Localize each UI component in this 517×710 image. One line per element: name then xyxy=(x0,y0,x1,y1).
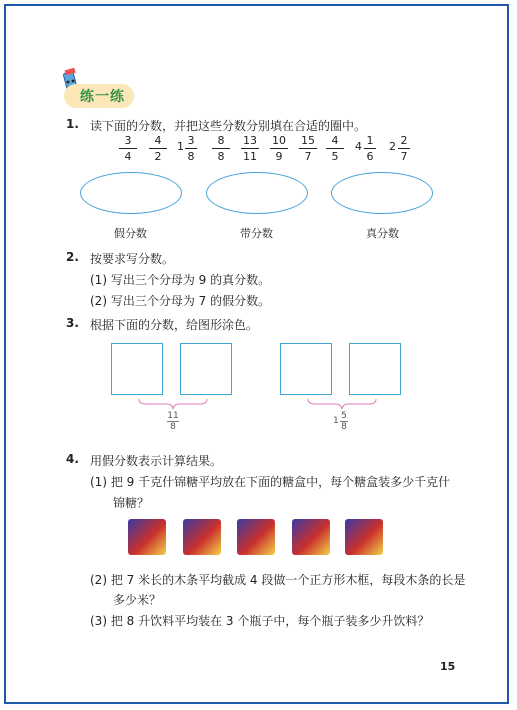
proper-fraction-circle[interactable] xyxy=(331,172,433,214)
label-fraction-11-8: 11 8 xyxy=(167,411,179,432)
candy-box-image xyxy=(292,519,330,555)
mixed-number-label: 带分数 xyxy=(240,227,273,240)
coloring-square-a1[interactable] xyxy=(111,343,163,395)
mixed-number-circle[interactable] xyxy=(206,172,308,214)
workbook-page xyxy=(4,4,509,704)
question-2-number: 2. xyxy=(66,250,79,264)
fraction-4-5: 4 5 xyxy=(324,134,346,163)
coloring-square-b1[interactable] xyxy=(280,343,332,395)
question-2-part-1: (1) 写出三个分母为 9 的真分数。 xyxy=(90,273,271,287)
label-fraction-1-5-8: 5 8 xyxy=(341,411,347,432)
fraction-4-2: 4 2 xyxy=(147,134,169,163)
fraction-4-1-6: 1 6 xyxy=(363,134,377,163)
question-2-part-2: (2) 写出三个分母为 7 的假分数。 xyxy=(90,294,271,308)
question-2-text: 按要求写分数。 xyxy=(90,252,175,266)
coloring-square-a2[interactable] xyxy=(180,343,232,395)
brace-left xyxy=(138,398,208,410)
brace-right xyxy=(307,398,377,410)
question-3-text: 根据下面的分数，给图形涂色。 xyxy=(90,318,259,332)
question-4-part-1-line-2: 锦糖？ xyxy=(113,496,150,510)
mixed-whole-1: 1 xyxy=(177,140,184,153)
label-mixed-whole: 1 xyxy=(333,416,339,426)
question-4-part-2-line-2: 多少米？ xyxy=(113,593,162,607)
fraction-1-3-8: 3 8 xyxy=(184,134,198,163)
fraction-15-7: 15 7 xyxy=(301,134,315,163)
coloring-square-b2[interactable] xyxy=(349,343,401,395)
improper-fraction-label: 假分数 xyxy=(114,227,147,240)
mixed-whole-2: 2 xyxy=(389,140,396,153)
question-3-number: 3. xyxy=(66,316,79,330)
fraction-2-2-7: 2 7 xyxy=(397,134,411,163)
candy-box-image xyxy=(345,519,383,555)
candy-box-image xyxy=(237,519,275,555)
fraction-13-11: 13 11 xyxy=(243,134,257,163)
question-4-number: 4. xyxy=(66,452,79,466)
question-4-part-1-line-1: (1) 把 9 千克什锦糖平均放在下面的糖盒中，每个糖盒装多少千克什 xyxy=(90,475,451,489)
candy-box-image xyxy=(128,519,166,555)
page-number: 15 xyxy=(440,660,456,673)
fraction-8-8: 8 8 xyxy=(210,134,232,163)
question-4-part-3: (3) 把 8 升饮料平均装在 3 个瓶子中，每个瓶子装多少升饮料？ xyxy=(90,614,430,628)
section-title: 练一练 xyxy=(80,89,125,105)
fraction-10-9: 10 9 xyxy=(272,134,286,163)
question-1-text: 读下面的分数，并把这些分数分别填在合适的圈中。 xyxy=(90,119,367,133)
question-4-text: 用假分数表示计算结果。 xyxy=(90,454,223,468)
question-4-part-2-line-1: (2) 把 7 米长的木条平均截成 4 段做一个正方形木框，每段木条的长是 xyxy=(90,573,466,587)
proper-fraction-label: 真分数 xyxy=(366,227,399,240)
mixed-whole-4: 4 xyxy=(355,140,362,153)
fraction-3-4: 3 4 xyxy=(117,134,139,163)
improper-fraction-circle[interactable] xyxy=(80,172,182,214)
candy-box-image xyxy=(183,519,221,555)
question-1-number: 1. xyxy=(66,117,79,131)
